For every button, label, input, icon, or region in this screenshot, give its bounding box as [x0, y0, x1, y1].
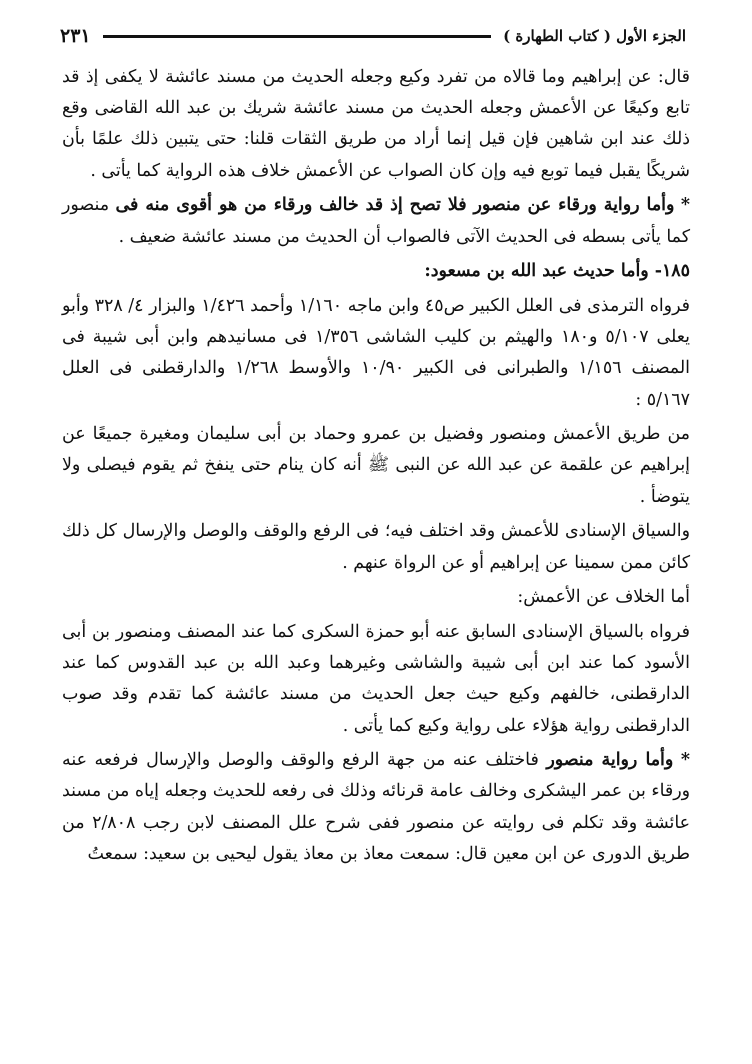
paragraph-5: والسياق الإسنادى للأعمش وقد اختلف فيه؛ فى الرفع والوقف والوصل والإرسال كل ذلك كائن ممن سمينا عن إبراهيم أو عن الرواة عنهم . — [62, 521, 690, 573]
paragraph-2-bold-lead: وأما رواية ورقاء عن منصور فلا تصح إذ قد خالف ورقاء من هو أقوى منه فى — [115, 195, 675, 216]
paragraph-8-bold-lead: وأما رواية منصور — [546, 750, 674, 771]
section-heading-185: ١٨٥- وأما حديث عبد الله بن مسعود: — [424, 261, 690, 282]
paragraph-1: قال: عن إبراهيم وما قالاه من تفرد وكيع وجعله الحديث من مسند عائشة لا يكفى إذ قد تابع وكيعًا عن الأعمش وجعله الحديث من مسند عائشة شريك بن عبد الله القاضى وقع ذلك عند ابن شاهين فإن قيل إنما أراد من طريق الثقات قلنا: حتى يتبين ذلك علمًا بأن شريكًا يقبل فيما توبع فيه وإن كان الصواب عن الأعمش خلاف هذه الرواية كما يأتى . — [62, 67, 690, 181]
body-text — [62, 62, 690, 874]
paragraph-2-rest: منصور كما يأتى بسطه فى الحديث الآتى فالصواب أن الحديث من مسند عائشة ضعيف . — [62, 195, 690, 247]
running-title: الجزء الأول ( كتاب الطهارة ) — [503, 27, 686, 45]
page-header — [60, 18, 686, 54]
paragraph-2 — [62, 190, 690, 252]
asterisk-icon: * — [680, 195, 690, 216]
paragraph-8 — [62, 745, 690, 870]
paragraph-6: أما الخلاف عن الأعمش: — [517, 587, 690, 608]
paragraph-3: فرواه الترمذى فى العلل الكبير ص٤٥ وابن ماجه ١/١٦٠ وأحمد ١/٤٢٦ والبزار ٤/ ٣٢٨ وأبو يعلى ٥/١٠٧ و١٨٠ والهيثم بن كليب الشاشى ١/٣٥٦ فى مسانيدهم وابن أبى شيبة فى المصنف ١/١٥٦ والطبرانى فى الكبير ١٠/٩٠ والأوسط ١/٢٦٨ والدارقطنى فى العلل ٥/١٦٧ : — [62, 295, 690, 410]
asterisk-icon: * — [680, 750, 690, 771]
paragraph-4: من طريق الأعمش ومنصور وفضيل بن عمرو وحماد بن أبى سليمان ومغيرة جميعًا عن إبراهيم عن علقمة عن عبد الله عن النبى ﷺ أنه كان ينام حتى ينفخ ثم يقوم فيصلى ولا يتوضأ . — [62, 424, 690, 507]
header-rule — [103, 35, 491, 38]
paragraph-8-rest: فاختلف عنه من جهة الرفع والوقف والوصل والإرسال فرفعه عنه ورقاء بن عمر اليشكرى وخالف عامة قرنائه وذلك فى رفعه للحديث وجعله إياه من مسند عائشة وقد تكلم فى روايته عن منصور ففى شرح علل المصنف لابن رجب ٢/٨٠٨ من طريق الدورى عن ابن معين قال: سمعت معاذ بن معاذ يقول ليحيى بن سعيد: سمعتُ — [62, 750, 690, 864]
page-number: ٢٣١ — [60, 25, 91, 47]
paragraph-7: فرواه بالسياق الإسنادى السابق عنه أبو حمزة السكرى كما عند المصنف ومنصور بن أبى الأسود كما عند ابن أبى شيبة والشاشى وغيرهما وعبد الله بن عبد القدوس كما عند الدارقطنى، خالفهم وكيع حيث جعل الحديث من مسند عائشة كما تقدم وقد صوب الدارقطنى رواية هؤلاء على رواية وكيع كما يأتى . — [62, 621, 690, 736]
